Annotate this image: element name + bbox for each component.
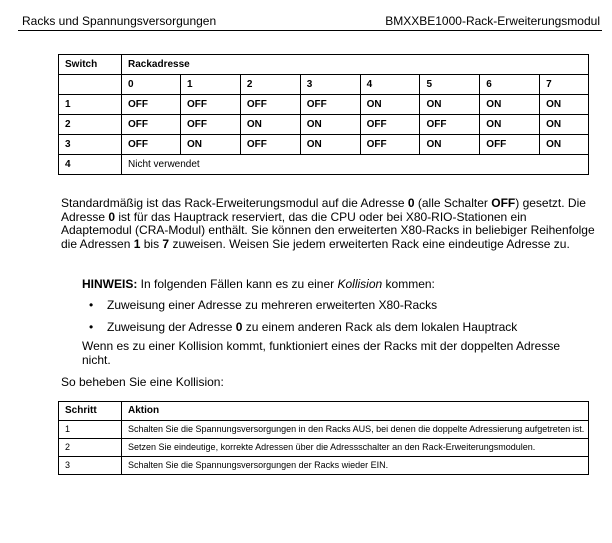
switch-state: ON [480, 95, 540, 115]
table-row [59, 95, 589, 115]
switch-state: OFF [480, 135, 540, 155]
bullet-icon: • [89, 298, 94, 312]
address-5: 5 [420, 75, 480, 95]
collision-paragraph: Wenn es zu einer Kollision kommt, funktioniert eines der Racks mit der doppelten Adresse nicht. [82, 339, 561, 367]
switch-state: ON [540, 115, 589, 135]
bold-run: 7 [162, 236, 170, 251]
switch-number: 3 [59, 135, 122, 155]
step-action: Schalten Sie die Spannungsversorgungen der Racks wieder EIN. [122, 457, 589, 475]
bold-run: 1 [133, 236, 141, 251]
table-header-row [59, 55, 589, 75]
switch-state: ON [300, 115, 360, 135]
switch-state: ON [181, 135, 241, 155]
switch-number: 2 [59, 115, 122, 135]
switch-state: ON [240, 115, 300, 135]
text-run: ) gesetzt. Die Adresse [61, 196, 586, 224]
text-run: bis [140, 236, 163, 251]
switch-state: OFF [240, 135, 300, 155]
bold-run: OFF [491, 196, 516, 210]
text-run: In folgenden Fällen kann es zu einer [137, 277, 338, 291]
step-number: 1 [59, 421, 122, 439]
table-row [59, 421, 589, 439]
address-3: 3 [300, 75, 360, 95]
switch-state: OFF [360, 135, 420, 155]
header-section-title: Racks und Spannungsversorgungen [22, 14, 217, 28]
page-header [18, 10, 602, 31]
table-row [59, 115, 589, 135]
switch-state: OFF [122, 135, 181, 155]
text-run: zuweisen. Weisen Sie jedem erweiterten Rack eine eindeutige Adresse zu. [169, 236, 570, 251]
switch-state: ON [360, 95, 420, 115]
step-number: 2 [59, 439, 122, 457]
default-address-paragraph [61, 197, 596, 251]
empty-cell [59, 75, 122, 95]
table-row [59, 135, 589, 155]
address-0: 0 [122, 75, 181, 95]
hint-note [82, 277, 435, 291]
list-item-text: zu einem anderen Rack als dem lokalen Hauptrack [242, 320, 518, 334]
switch-state: OFF [181, 115, 241, 135]
switch-state: OFF [240, 95, 300, 115]
text-run: ist für das Hauptrack reserviert, das die CPU oder bei X80-RIO-Stationen ein Adaptemodul (CRA-Modul) enthält. Sie können den erweiterten X80-Racks in beliebiger Reihenfolge die Adressen [61, 209, 595, 251]
switch-state: OFF [122, 115, 181, 135]
table-row [59, 439, 589, 457]
bold-run: 0 [407, 196, 415, 210]
switch-number: 1 [59, 95, 122, 115]
text-run: (alle Schalter [414, 196, 492, 210]
rack-address-table [58, 54, 589, 175]
address-2: 2 [240, 75, 300, 95]
step-action: Setzen Sie eindeutige, korrekte Adressen über die Adressschalter an den Rack-Erweiterungsmodulen. [122, 439, 589, 457]
steps-table [58, 401, 589, 475]
step-number: 3 [59, 457, 122, 475]
table-row [59, 155, 589, 175]
switch-state: ON [300, 135, 360, 155]
list-item [89, 298, 437, 312]
table-row [59, 457, 589, 475]
hint-label: HINWEIS: [82, 277, 138, 291]
table-header-row [59, 402, 589, 421]
bullet-icon: • [89, 320, 94, 334]
italic-run: Kollision [337, 277, 383, 291]
switch-state: OFF [122, 95, 181, 115]
header-step: Schritt [59, 402, 122, 421]
switch-state: ON [420, 135, 480, 155]
switch-state: OFF [360, 115, 420, 135]
unused-note: Nicht verwendet [122, 155, 589, 175]
address-6: 6 [480, 75, 540, 95]
switch-state: ON [540, 135, 589, 155]
address-4: 4 [360, 75, 420, 95]
list-item-text: Zuweisung einer Adresse zu mehreren erweiterten X80-Racks [107, 298, 438, 312]
text-run: Standardmäßig ist das Rack-Erweiterungsmodul auf die Adresse [61, 196, 408, 210]
address-1: 1 [181, 75, 241, 95]
header-rack-address: Rackadresse [122, 55, 589, 75]
bold-run: 0 [108, 209, 116, 224]
switch-state: OFF [420, 115, 480, 135]
switch-state: ON [540, 95, 589, 115]
bold-run: 0 [235, 320, 243, 334]
header-switch: Switch [59, 55, 122, 75]
list-item-text: Zuweisung der Adresse [107, 320, 236, 334]
list-item [89, 320, 517, 334]
switch-state: OFF [181, 95, 241, 115]
header-action: Aktion [122, 402, 589, 421]
fix-intro: So beheben Sie eine Kollision: [61, 375, 224, 389]
switch-state: OFF [300, 95, 360, 115]
switch-state: ON [420, 95, 480, 115]
header-module-title: BMXXBE1000-Rack-Erweiterungsmodul [385, 14, 600, 28]
switch-state: ON [480, 115, 540, 135]
text-run: kommen: [382, 277, 435, 291]
address-7: 7 [540, 75, 589, 95]
switch-number: 4 [59, 155, 122, 175]
step-action: Schalten Sie die Spannungsversorgungen in den Racks AUS, bei denen die doppelte Adressierung aufgetreten ist. [122, 421, 589, 439]
address-number-row [59, 75, 589, 95]
